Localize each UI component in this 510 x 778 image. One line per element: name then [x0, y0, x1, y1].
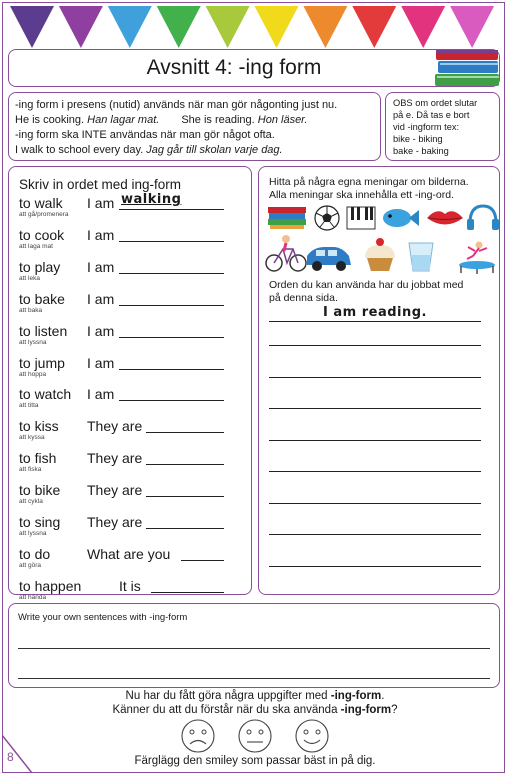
verb-english: to sing [19, 514, 61, 530]
sentence-subject: I am [87, 290, 115, 307]
glass-icon [409, 243, 433, 271]
obs-line: bake - baking [393, 146, 449, 156]
verb-english: to watch [19, 386, 72, 403]
pennant [255, 6, 299, 48]
sentence-subject: It is [119, 577, 141, 594]
intro-line: -ing form ska INTE användas när man gör något ofta. [15, 129, 275, 141]
instruction-line: Orden du kan använda har du jobbat med [269, 279, 464, 291]
answer-blank[interactable] [146, 528, 224, 529]
footer-line [0, 690, 510, 702]
intro-line [15, 143, 374, 158]
writing-line[interactable] [269, 534, 481, 535]
verb-swedish: att hända [19, 593, 47, 601]
verb-row [19, 259, 249, 289]
writing-line[interactable] [269, 471, 481, 472]
verb-swedish: att titta [19, 402, 39, 410]
verb-swedish: att gå/promenera [19, 211, 69, 218]
verb-english: to play [19, 258, 61, 275]
footer-text: Nu har du fått göra några uppgifter med [125, 690, 331, 702]
verb-swedish: att lyssna [19, 530, 47, 537]
verb-english: to kiss [19, 418, 59, 435]
writing-line[interactable] [18, 648, 490, 649]
filled-answer: walking [121, 192, 182, 207]
sentence-subject: They are [87, 418, 143, 435]
page-number: 8 [7, 750, 14, 764]
pennant [10, 6, 54, 48]
sentence-subject: They are [87, 514, 143, 530]
cupcake-icon [365, 238, 395, 271]
word-instructions [269, 279, 494, 305]
picture-instructions [269, 176, 494, 202]
smiley-row [175, 716, 335, 756]
verb-row [19, 450, 249, 480]
sentence-subject: They are [87, 482, 143, 499]
example-sentence: I am reading. [323, 305, 427, 320]
obs-box [385, 92, 500, 161]
verb-row [19, 514, 249, 544]
ball-icon [315, 206, 339, 230]
answer-blank[interactable] [119, 400, 224, 401]
instruction-line: Alla meningar ska innehålla ett -ing-ord. [269, 189, 455, 201]
verb-row [19, 386, 249, 416]
sentence-subject: What are you [87, 545, 171, 562]
trampoline-icon [459, 242, 495, 275]
instruction-line: Hitta på några egna meningar om bilderna. [269, 176, 469, 188]
writing-line[interactable] [269, 566, 481, 567]
verb-row [19, 291, 249, 321]
example-answer-line[interactable] [269, 303, 481, 322]
lips-icon [427, 211, 463, 224]
answer-blank[interactable] [119, 305, 224, 306]
pennant [59, 6, 103, 48]
footer-bold: -ing-form [340, 704, 392, 716]
books-icon [434, 47, 502, 89]
page-number-corner [2, 735, 32, 773]
intro-translation: Hon läser. [257, 114, 308, 126]
headphones-icon [467, 206, 499, 230]
verb-swedish: att baka [19, 306, 43, 314]
verb-row [19, 192, 249, 225]
intro-text: He is cooking. [15, 114, 85, 126]
instruction-line: på denna sida. [269, 292, 338, 304]
car-icon [307, 247, 351, 271]
pennant [352, 6, 396, 48]
pennant [401, 6, 445, 48]
sentence-subject: I am [87, 226, 115, 243]
answer-blank[interactable] [119, 209, 224, 210]
intro-line: -ing form i presens (nutid) används när man gör någonting just nu. [15, 99, 338, 111]
verb-row [19, 227, 249, 257]
verb-english: to bake [19, 290, 65, 307]
pennant [303, 6, 347, 48]
writing-line[interactable] [18, 678, 490, 679]
answer-blank[interactable] [119, 241, 224, 242]
verb-english: to listen [19, 322, 68, 339]
picture-icons [265, 203, 499, 275]
pennant [206, 6, 250, 48]
title-box [8, 49, 500, 87]
intro-box [8, 92, 381, 161]
writing-line[interactable] [269, 345, 481, 346]
verb-row [19, 323, 249, 353]
verb-row [19, 418, 249, 448]
footer-text: . [381, 690, 385, 702]
intro-translation: Jag går till skolan varje dag. [146, 144, 283, 156]
obs-line: vid -ingform tex: [393, 122, 460, 132]
answer-blank[interactable] [146, 432, 224, 433]
verb-row [19, 546, 249, 576]
footer-text: ? [391, 704, 398, 716]
obs-line: på e. Då tas e bort [393, 110, 470, 120]
piano-icon [347, 207, 375, 229]
pennant [450, 6, 494, 48]
page-title: Avsnitt 4: -ing form [146, 56, 322, 79]
footer-line [0, 704, 510, 716]
footer-instruction: Färglägg den smiley som passar bäst in på dig. [134, 755, 376, 767]
bunting-icon [10, 6, 494, 50]
happy-smiley-icon[interactable] [296, 720, 328, 752]
verb-swedish: att cykla [19, 498, 43, 506]
answer-blank[interactable] [119, 337, 224, 338]
sentence-subject: I am [87, 258, 115, 275]
verb-english: to bike [19, 482, 61, 499]
writing-line[interactable] [269, 503, 481, 504]
answer-blank[interactable] [119, 369, 224, 370]
sentence-subject: They are [87, 450, 143, 467]
answer-blank[interactable] [119, 273, 224, 274]
verb-row [19, 355, 249, 385]
intro-text: I walk to school every day. [15, 144, 144, 156]
bicycle-icon [266, 235, 306, 271]
writing-line[interactable] [269, 440, 481, 441]
sentence-subject: I am [87, 322, 115, 339]
obs-line: OBS om ordet slutar [393, 98, 478, 108]
intro-line [15, 113, 374, 128]
picture-exercise-box [258, 166, 500, 595]
footer-text: Känner du att du förstår när du ska använda [112, 704, 341, 716]
answer-blank[interactable] [151, 592, 224, 593]
exercise-heading: Skriv in ordet med ing-form [19, 177, 182, 192]
verb-swedish: att hoppa [19, 370, 47, 378]
own-sentences-label: Write your own sentences with -ing-form [18, 612, 188, 623]
verb-swedish: att kyssa [19, 434, 45, 442]
answer-blank[interactable] [146, 496, 224, 497]
verb-swedish: att fiska [19, 466, 42, 474]
obs-line: bike - biking [393, 134, 443, 144]
verb-swedish: att leka [19, 274, 40, 282]
answer-blank[interactable] [181, 560, 224, 561]
verb-english: to cook [19, 226, 65, 243]
intro-translation: Han lagar mat. [87, 114, 160, 126]
book-icon [268, 207, 306, 229]
writing-line[interactable] [269, 408, 481, 409]
verb-swedish: att göra [19, 561, 42, 569]
verb-swedish: att laga mat [19, 242, 53, 250]
footer-bold: -ing-form [330, 690, 382, 702]
answer-blank[interactable] [146, 464, 224, 465]
writing-line[interactable] [269, 377, 481, 378]
fish-icon [383, 209, 419, 227]
verb-english: to jump [19, 354, 65, 371]
verb-english: to fish [19, 450, 57, 467]
verb-english: to do [19, 545, 51, 562]
sad-smiley-icon[interactable] [182, 720, 214, 752]
pennant [157, 6, 201, 48]
neutral-smiley-icon[interactable] [239, 720, 271, 752]
own-sentences-box [8, 603, 500, 688]
sentence-subject: I am [87, 386, 115, 403]
intro-text: She is reading. [181, 114, 255, 126]
verb-english: to happen [19, 577, 82, 594]
sentence-subject: I am [87, 195, 115, 211]
sentence-subject: I am [87, 354, 115, 371]
verb-row [19, 482, 249, 512]
pennant [108, 6, 152, 48]
verb-exercise-box [8, 166, 252, 601]
verb-swedish: att lyssna [19, 338, 47, 346]
verb-english: to walk [19, 195, 63, 211]
